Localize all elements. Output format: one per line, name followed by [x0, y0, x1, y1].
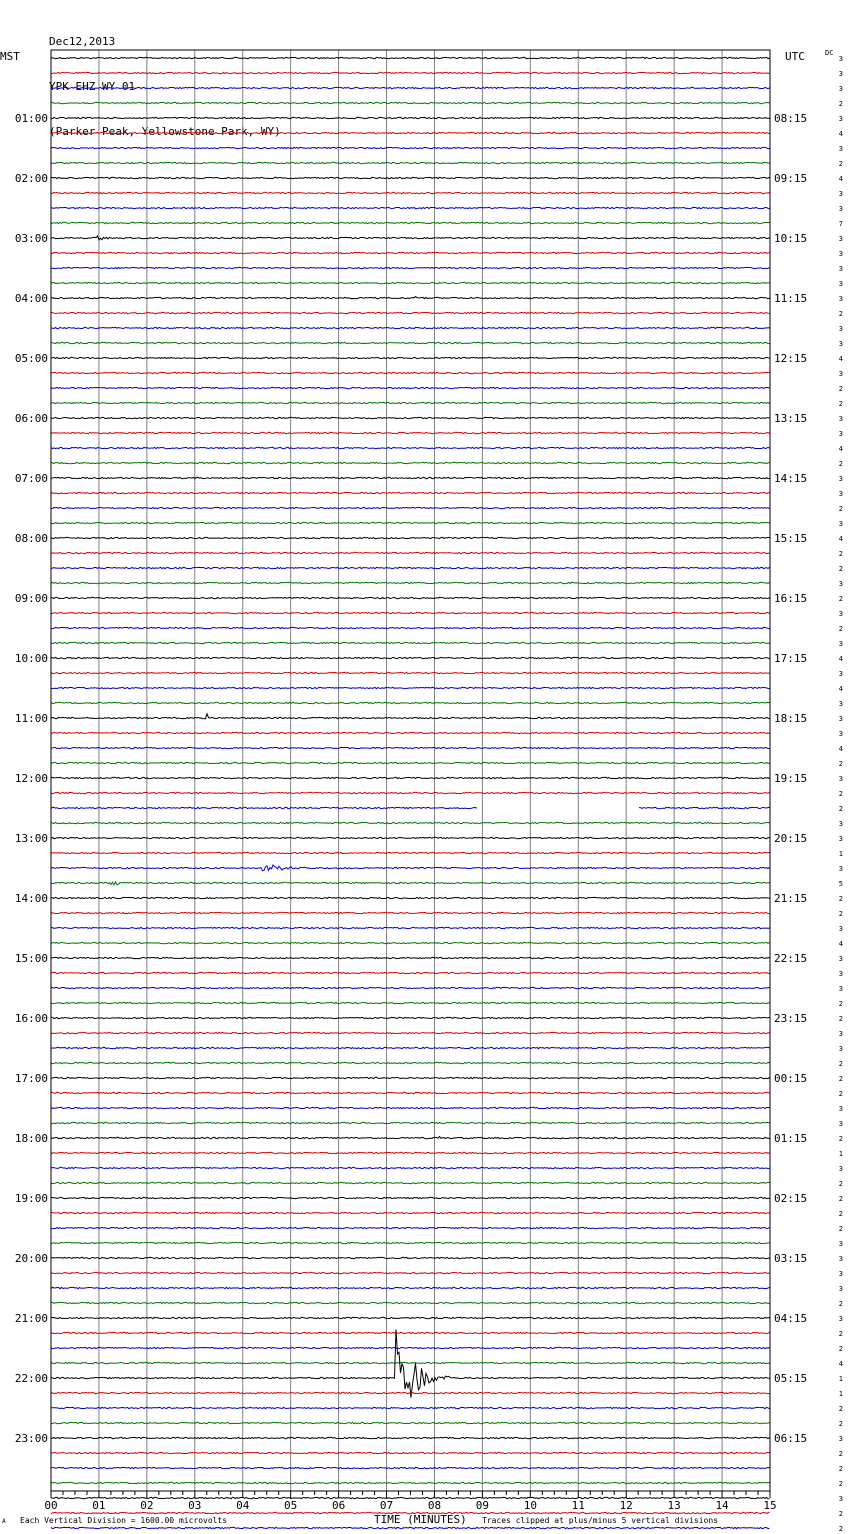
trace-row	[51, 1422, 770, 1423]
utc-hour-label: 15:15	[774, 532, 808, 545]
trace-row	[51, 236, 770, 240]
utc-hour-label: 04:15	[774, 1312, 808, 1325]
dc-offset-value: 2	[838, 505, 843, 513]
dc-offset-value: 4	[838, 355, 843, 363]
dc-offset-value: 2	[838, 100, 843, 108]
mst-hour-label: 15:00	[14, 952, 48, 965]
dc-offset-value: 3	[838, 55, 843, 63]
dc-offset-value: 3	[838, 145, 843, 153]
trace-row	[51, 567, 770, 568]
utc-hour-label: 20:15	[774, 832, 808, 845]
dc-offset-value: 3	[838, 85, 843, 93]
dc-offset-value: 3	[838, 520, 843, 528]
trace-row	[51, 865, 770, 871]
x-tick-label: 03	[188, 1499, 202, 1512]
trace-row	[51, 267, 770, 268]
dc-offset-value: 3	[838, 1435, 843, 1443]
dc-offset-value: 2	[838, 1060, 843, 1068]
trace-row	[51, 972, 770, 973]
trace-row	[51, 432, 770, 433]
dc-offset-value: 3	[838, 1495, 843, 1503]
trace-row	[51, 87, 770, 88]
dc-offset-value: 3	[838, 700, 843, 708]
trace-row	[51, 1332, 770, 1333]
mst-hour-label: 20:00	[14, 1252, 48, 1265]
trace-row	[51, 1017, 770, 1018]
dc-label: DC	[825, 49, 834, 57]
dc-offset-value: 7	[838, 220, 843, 228]
dc-offset-value: 3	[838, 325, 843, 333]
trace-row	[51, 282, 770, 283]
trace-row	[51, 882, 770, 885]
clip-note: Traces clipped at plus/minus 5 vertical divisions	[482, 1516, 719, 1525]
trace-row	[51, 1122, 770, 1123]
dc-offset-value: 2	[838, 760, 843, 768]
mst-hour-label: 12:00	[14, 772, 48, 785]
dc-offset-value: 2	[838, 385, 843, 393]
x-tick-label: 05	[284, 1499, 298, 1512]
trace-row	[51, 1152, 770, 1153]
dc-offset-value: 2	[838, 1405, 843, 1413]
dc-offset-value: 3	[838, 475, 843, 483]
dc-offset-value: 4	[838, 175, 843, 183]
trace-row	[51, 477, 770, 478]
trace-row	[51, 1242, 770, 1243]
dc-offset-value: 2	[838, 565, 843, 573]
mst-hour-label: 01:00	[14, 112, 48, 125]
dc-offset-value: 1	[838, 1375, 843, 1383]
trace-row	[51, 714, 770, 719]
dc-offset-value: 3	[838, 265, 843, 273]
trace-row	[51, 1002, 770, 1003]
trace-row	[51, 807, 770, 808]
trace-row	[51, 672, 770, 673]
dc-offset-value: 2	[838, 790, 843, 798]
trace-row	[51, 417, 770, 418]
dc-offset-value: 4	[838, 940, 843, 948]
dc-offset-value: 3	[838, 205, 843, 213]
dc-offset-value: 1	[838, 1390, 843, 1398]
trace-row	[51, 1257, 770, 1258]
dc-offset-value: 3	[838, 415, 843, 423]
dc-offset-value: 2	[838, 805, 843, 813]
mst-hour-label: 17:00	[14, 1072, 48, 1085]
dc-offset-value: 3	[838, 715, 843, 723]
x-tick-label: 04	[236, 1499, 250, 1512]
trace-row	[51, 147, 770, 148]
trace-row	[51, 912, 770, 913]
trace-row	[51, 297, 770, 299]
trace-row	[51, 1182, 770, 1183]
utc-hour-label: 18:15	[774, 712, 808, 725]
trace-row	[51, 1272, 770, 1273]
x-tick-label: 12	[619, 1499, 633, 1512]
trace-row	[51, 747, 770, 748]
mst-hour-label: 13:00	[14, 832, 48, 845]
trace-row	[51, 462, 770, 463]
dc-offset-value: 3	[838, 70, 843, 78]
trace-row	[51, 1407, 770, 1408]
utc-hour-label: 17:15	[774, 652, 808, 665]
dc-offset-value: 2	[838, 1525, 843, 1533]
dc-offset-value: 3	[838, 280, 843, 288]
trace-row	[51, 1482, 770, 1483]
x-tick-label: 15	[763, 1499, 777, 1512]
utc-hour-label: 01:15	[774, 1132, 808, 1145]
trace-row	[51, 657, 770, 658]
dc-offset-value: 2	[838, 1015, 843, 1023]
dc-offset-value: 2	[838, 1000, 843, 1008]
mst-hour-label: 14:00	[14, 892, 48, 905]
x-axis-title: TIME (MINUTES)	[374, 1513, 467, 1526]
x-tick-label: 14	[715, 1499, 729, 1512]
trace-row	[51, 1347, 770, 1348]
utc-hour-label: 10:15	[774, 232, 808, 245]
mst-hour-label: 21:00	[14, 1312, 48, 1325]
dc-offset-value: 1	[838, 1150, 843, 1158]
trace-row	[51, 642, 770, 643]
dc-offset-value: 3	[838, 235, 843, 243]
trace-row	[51, 177, 770, 178]
x-tick-label: 13	[667, 1499, 681, 1512]
dc-offset-value: 2	[838, 1450, 843, 1458]
utc-hour-label: 19:15	[774, 772, 808, 785]
trace-row	[51, 522, 770, 523]
trace-row	[51, 192, 770, 193]
station-label: YPK EHZ WY 01	[49, 80, 136, 93]
trace-row	[51, 597, 770, 598]
trace-row	[51, 327, 770, 328]
dc-offset-value: 3	[838, 835, 843, 843]
dc-offset-value: 2	[838, 1225, 843, 1233]
utc-hour-label: 23:15	[774, 1012, 808, 1025]
trace-row	[51, 852, 770, 853]
dc-offset-value: 2	[838, 460, 843, 468]
trace-row	[51, 537, 770, 538]
utc-hour-label: 16:15	[774, 592, 808, 605]
trace-row	[51, 777, 770, 778]
dc-offset-value: 2	[838, 1195, 843, 1203]
dc-offset-value: 3	[838, 490, 843, 498]
utc-axis-label: UTC	[785, 50, 805, 63]
dc-offset-value: 3	[838, 115, 843, 123]
x-tick-label: 09	[475, 1499, 490, 1512]
trace-row	[51, 1077, 770, 1078]
utc-hour-label: 08:15	[774, 112, 808, 125]
trace-row	[51, 1197, 770, 1198]
mst-hour-label: 07:00	[14, 472, 48, 485]
x-tick-label: 02	[140, 1499, 154, 1512]
trace-row	[51, 387, 770, 388]
trace-row	[51, 837, 770, 838]
x-tick-label: 00	[44, 1499, 58, 1512]
trace-row	[51, 1107, 770, 1108]
mst-hour-label: 19:00	[14, 1192, 48, 1205]
dc-offset-value: 2	[838, 160, 843, 168]
trace-row	[51, 402, 770, 404]
dc-offset-value: 2	[838, 1480, 843, 1488]
dc-offset-value: 3	[838, 1165, 843, 1173]
dc-offset-value: 3	[838, 955, 843, 963]
dc-offset-value: 3	[838, 1030, 843, 1038]
dc-offset-value: 2	[838, 1300, 843, 1308]
mst-hour-label: 22:00	[14, 1372, 48, 1385]
dc-offset-value: 4	[838, 745, 843, 753]
dc-offset-value: 3	[838, 430, 843, 438]
location-label: (Parker Peak, Yellowstone Park, WY)	[49, 125, 281, 138]
utc-hour-label: 06:15	[774, 1432, 808, 1445]
trace-row	[51, 612, 770, 613]
trace-row	[51, 762, 770, 763]
dc-offset-value: 3	[838, 925, 843, 933]
trace-row	[51, 57, 770, 58]
dc-offset-value: 2	[838, 310, 843, 318]
scale-note: Each Vertical Division = 1600.00 microvolts	[20, 1516, 228, 1525]
dc-offset-value: 3	[838, 1255, 843, 1263]
dc-offset-value: 2	[838, 595, 843, 603]
plot-frame	[51, 50, 770, 1491]
dc-offset-value: 2	[838, 895, 843, 903]
dc-offset-value: 2	[838, 1075, 843, 1083]
dc-offset-value: 3	[838, 730, 843, 738]
dc-offset-value: 5	[838, 880, 843, 888]
trace-row	[51, 72, 770, 73]
dc-offset-value: 3	[838, 610, 843, 618]
trace-row	[51, 582, 770, 583]
dc-offset-value: 3	[838, 670, 843, 678]
x-tick-label: 10	[523, 1499, 537, 1512]
utc-hour-label: 09:15	[774, 172, 808, 185]
mst-hour-label: 18:00	[14, 1132, 48, 1145]
dc-offset-value: 2	[838, 1090, 843, 1098]
trace-row	[51, 1167, 770, 1168]
utc-hour-label: 21:15	[774, 892, 808, 905]
trace-row	[51, 1212, 770, 1213]
utc-hour-label: 13:15	[774, 412, 808, 425]
x-tick-label: 06	[331, 1499, 346, 1512]
trace-row	[51, 1287, 770, 1288]
dc-offset-value: 2	[838, 625, 843, 633]
trace-row	[51, 1062, 770, 1063]
trace-row	[51, 222, 770, 223]
dc-offset-value: 3	[838, 1240, 843, 1248]
trace-row	[51, 897, 770, 898]
mst-hour-label: 11:00	[14, 712, 48, 725]
dc-offset-value: 2	[838, 1135, 843, 1143]
mst-hour-label: 05:00	[14, 352, 48, 365]
dc-offset-value: 2	[838, 400, 843, 408]
dc-offset-value: 3	[838, 1045, 843, 1053]
dc-offset-value: 2	[838, 550, 843, 558]
dc-offset-value: 3	[838, 985, 843, 993]
x-tick-label: 07	[379, 1499, 394, 1512]
trace-row	[51, 1317, 770, 1318]
trace-row	[51, 1497, 770, 1498]
trace-row	[51, 1437, 770, 1438]
dc-offset-value: 4	[838, 445, 843, 453]
trace-row	[51, 132, 770, 133]
trace-row	[51, 1467, 770, 1468]
dc-offset-value: 2	[838, 1210, 843, 1218]
trace-row	[51, 1032, 770, 1033]
dc-offset-value: 2	[838, 1465, 843, 1473]
trace-row	[51, 1092, 770, 1093]
mst-hour-label: 08:00	[14, 532, 48, 545]
dc-offset-value: 2	[838, 1510, 843, 1518]
trace-row	[51, 162, 770, 163]
dc-offset-value: 2	[838, 1420, 843, 1428]
mst-hour-label: 02:00	[14, 172, 48, 185]
trace-row	[51, 627, 770, 628]
trace-row	[51, 1362, 770, 1363]
trace-row	[51, 927, 770, 928]
trace-row	[51, 987, 770, 988]
dc-offset-value: 4	[838, 1360, 843, 1368]
date-label: Dec12,2013	[49, 35, 116, 48]
trace-row	[51, 372, 770, 373]
mst-hour-label: 10:00	[14, 652, 48, 665]
trace-row	[51, 102, 770, 103]
dc-offset-value: 3	[838, 775, 843, 783]
x-tick-label: 11	[571, 1499, 585, 1512]
utc-hour-label: 03:15	[774, 1252, 808, 1265]
utc-hour-label: 00:15	[774, 1072, 808, 1085]
mst-hour-label: 04:00	[14, 292, 48, 305]
trace-row	[51, 552, 770, 553]
dc-offset-value: 3	[838, 580, 843, 588]
trace-row	[51, 957, 770, 958]
trace-row	[51, 687, 770, 688]
mst-hour-label: 23:00	[14, 1432, 48, 1445]
trace-row	[51, 942, 770, 943]
trace-row	[51, 822, 770, 823]
trace-row	[51, 792, 770, 793]
trace-row	[51, 702, 770, 703]
utc-hour-label: 22:15	[774, 952, 808, 965]
dc-offset-value: 4	[838, 655, 843, 663]
trace-row	[51, 1227, 770, 1228]
dc-offset-value: 2	[838, 1330, 843, 1338]
mst-hour-label: 16:00	[14, 1012, 48, 1025]
x-tick-label: 01	[92, 1499, 106, 1512]
trace-row	[51, 492, 770, 493]
mst-hour-label: 06:00	[14, 412, 48, 425]
trace-row	[51, 507, 770, 508]
x-tick-label: 08	[427, 1499, 442, 1512]
trace-row	[51, 357, 770, 358]
dc-offset-value: 3	[838, 340, 843, 348]
dc-offset-value: 1	[838, 850, 843, 858]
dc-offset-value: 4	[838, 685, 843, 693]
dc-offset-value: 2	[838, 1345, 843, 1353]
trace-row	[51, 1302, 770, 1303]
utc-hour-label: 05:15	[774, 1372, 808, 1385]
utc-hour-label: 11:15	[774, 292, 808, 305]
dc-offset-value: 3	[838, 250, 843, 258]
trace-row	[51, 447, 770, 448]
trace-row	[51, 1452, 770, 1453]
trace-row	[51, 1047, 770, 1048]
dc-offset-value: 4	[838, 130, 843, 138]
trace-row	[51, 312, 770, 313]
dc-offset-value: 3	[838, 1315, 843, 1323]
dc-offset-value: 3	[838, 640, 843, 648]
dc-offset-value: 2	[838, 1180, 843, 1188]
trace-row	[51, 732, 770, 733]
dc-offset-value: 3	[838, 865, 843, 873]
mst-hour-label: 09:00	[14, 592, 48, 605]
dc-offset-value: 3	[838, 190, 843, 198]
utc-hour-label: 02:15	[774, 1192, 808, 1205]
dc-offset-value: 4	[838, 535, 843, 543]
dc-offset-value: 3	[838, 370, 843, 378]
trace-row	[51, 1136, 770, 1138]
utc-hour-label: 14:15	[774, 472, 808, 485]
dc-offset-value: 3	[838, 1120, 843, 1128]
dc-offset-value: 3	[838, 970, 843, 978]
dc-offset-value: 3	[838, 820, 843, 828]
dc-offset-value: 3	[838, 295, 843, 303]
dc-offset-value: 3	[838, 1285, 843, 1293]
dc-offset-value: 3	[838, 1270, 843, 1278]
utc-hour-label: 12:15	[774, 352, 808, 365]
trace-row	[51, 117, 770, 118]
dc-offset-value: 2	[838, 910, 843, 918]
trace-row	[51, 1527, 770, 1528]
corner-mark: A	[2, 1518, 6, 1525]
trace-row	[51, 252, 770, 253]
mst-axis-label: MST	[0, 50, 20, 63]
dc-offset-value: 3	[838, 1105, 843, 1113]
trace-row	[51, 342, 770, 343]
mst-hour-label: 03:00	[14, 232, 48, 245]
trace-row	[51, 207, 770, 208]
